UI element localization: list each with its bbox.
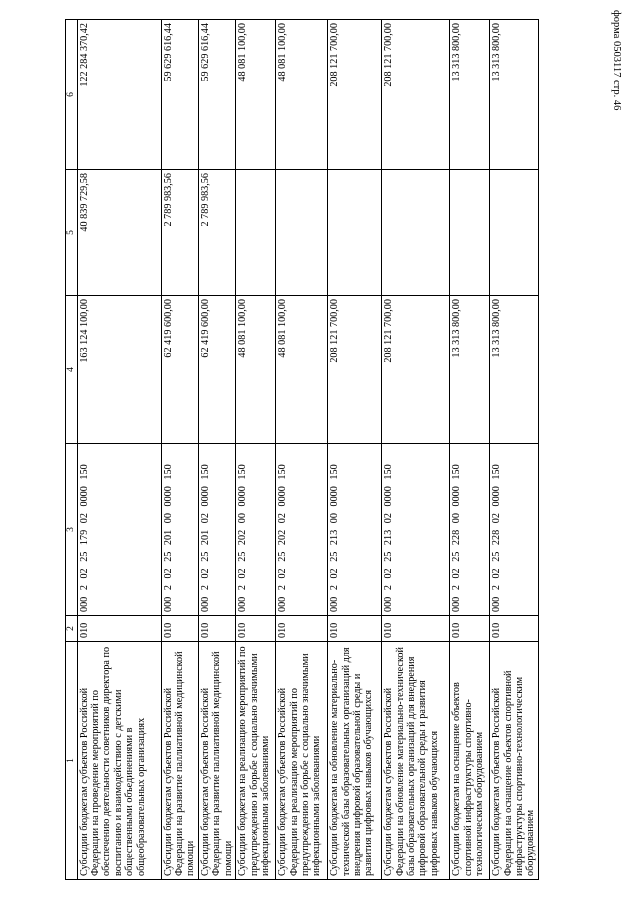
row-code: 010 bbox=[236, 616, 276, 642]
row-remaining: 59 629 616,44 bbox=[198, 20, 235, 170]
row-code: 010 bbox=[161, 616, 198, 642]
header-col-1: 1 bbox=[66, 642, 78, 880]
income-report-table bbox=[65, 19, 539, 880]
row-kbk: 000 2 02 25 213 00 0000 150 bbox=[328, 444, 382, 616]
table-row bbox=[450, 20, 490, 880]
row-kbk: 000 2 02 25 213 02 0000 150 bbox=[382, 444, 450, 616]
header-col-6: 6 bbox=[66, 20, 78, 170]
row-remaining: 208 121 700,00 bbox=[328, 20, 382, 170]
row-kbk: 000 2 02 25 202 02 0000 150 bbox=[276, 444, 328, 616]
row-approved: 208 121 700,00 bbox=[382, 296, 450, 444]
table-row bbox=[382, 20, 450, 880]
row-approved: 62 419 600,00 bbox=[161, 296, 198, 444]
form-page-label: форма 0503117 стр. 46 bbox=[611, 10, 622, 111]
table-row bbox=[77, 20, 161, 880]
row-code: 010 bbox=[490, 616, 539, 642]
table-row bbox=[328, 20, 382, 880]
row-approved: 13 313 800,00 bbox=[450, 296, 490, 444]
row-remaining: 208 121 700,00 bbox=[382, 20, 450, 170]
row-executed bbox=[490, 170, 539, 296]
row-name: Субсидии бюджетам субъектов Российской Федерации на развитие паллиативной медицинской помощи bbox=[161, 642, 198, 880]
row-kbk: 000 2 02 25 201 02 0000 150 bbox=[198, 444, 235, 616]
row-code: 010 bbox=[328, 616, 382, 642]
row-code: 010 bbox=[276, 616, 328, 642]
row-executed: 2 789 983,56 bbox=[198, 170, 235, 296]
row-approved: 48 081 100,00 bbox=[276, 296, 328, 444]
row-name: Субсидии бюджетам субъектов Российской Федерации на обновление материально-технической базы образовательных организаций для внедрения цифровой образовательной среды и развития цифровых навыков обучающихся bbox=[382, 642, 450, 880]
row-approved: 48 081 100,00 bbox=[236, 296, 276, 444]
row-approved: 163 124 100,00 bbox=[77, 296, 161, 444]
row-code: 010 bbox=[450, 616, 490, 642]
header-col-5: 5 bbox=[66, 170, 78, 296]
row-code: 010 bbox=[198, 616, 235, 642]
table-row bbox=[236, 20, 276, 880]
row-approved: 13 313 800,00 bbox=[490, 296, 539, 444]
report-table-container bbox=[65, 19, 539, 880]
column-number-header bbox=[66, 20, 78, 880]
row-name: Субсидии бюджетам субъектов Российской Федерации на оснащение объектов спортивной инфраструктуры спортивно-технологическим оборудованием bbox=[490, 642, 539, 880]
table-row bbox=[490, 20, 539, 880]
header-col-4: 4 bbox=[66, 296, 78, 444]
row-remaining: 48 081 100,00 bbox=[236, 20, 276, 170]
row-executed bbox=[328, 170, 382, 296]
row-kbk: 000 2 02 25 228 00 0000 150 bbox=[450, 444, 490, 616]
row-approved: 62 419 600,00 bbox=[198, 296, 235, 444]
row-name: Субсидии бюджетам субъектов Российской Федерации на реализацию мероприятий по предупреждению и борьбе с социально значимыми инфекционными заболеваниями bbox=[276, 642, 328, 880]
row-executed: 2 789 983,56 bbox=[161, 170, 198, 296]
row-remaining: 48 081 100,00 bbox=[276, 20, 328, 170]
row-name: Субсидии бюджетам на реализацию мероприятий по предупреждению и борьбе с социально значимыми инфекционными заболеваниями bbox=[236, 642, 276, 880]
table-row bbox=[198, 20, 235, 880]
row-remaining: 59 629 616,44 bbox=[161, 20, 198, 170]
row-name: Субсидии бюджетам на обновление материально-технической базы образовательных организаций для внедрения цифровой образовательной среды и развития цифровых навыков обучающихся bbox=[328, 642, 382, 880]
row-kbk: 000 2 02 25 228 02 0000 150 bbox=[490, 444, 539, 616]
row-executed bbox=[450, 170, 490, 296]
header-col-2: 2 bbox=[66, 616, 78, 642]
row-executed bbox=[276, 170, 328, 296]
table-row bbox=[161, 20, 198, 880]
header-col-3: 3 bbox=[66, 444, 78, 616]
row-kbk: 000 2 02 25 201 00 0000 150 bbox=[161, 444, 198, 616]
row-code: 010 bbox=[382, 616, 450, 642]
row-executed bbox=[382, 170, 450, 296]
row-approved: 208 121 700,00 bbox=[328, 296, 382, 444]
row-kbk: 000 2 02 25 179 02 0000 150 bbox=[77, 444, 161, 616]
row-executed bbox=[236, 170, 276, 296]
row-kbk: 000 2 02 25 202 00 0000 150 bbox=[236, 444, 276, 616]
row-name: Субсидии бюджетам субъектов Российской Федерации на проведение мероприятий по обеспечению деятельности советников директора по воспитанию и взаимодействию с детскими общественными объединениями в общеобразовательных организациях bbox=[77, 642, 161, 880]
row-name: Субсидии бюджетам субъектов Российской Федерации на развитие паллиативной медицинской помощи bbox=[198, 642, 235, 880]
row-remaining: 13 313 800,00 bbox=[490, 20, 539, 170]
row-code: 010 bbox=[77, 616, 161, 642]
table-row bbox=[276, 20, 328, 880]
row-executed: 40 839 729,58 bbox=[77, 170, 161, 296]
row-remaining: 13 313 800,00 bbox=[450, 20, 490, 170]
row-name: Субсидии бюджетам на оснащение объектов спортивной инфраструктуры спортивно-технологическим оборудованием bbox=[450, 642, 490, 880]
row-remaining: 122 284 370,42 bbox=[77, 20, 161, 170]
